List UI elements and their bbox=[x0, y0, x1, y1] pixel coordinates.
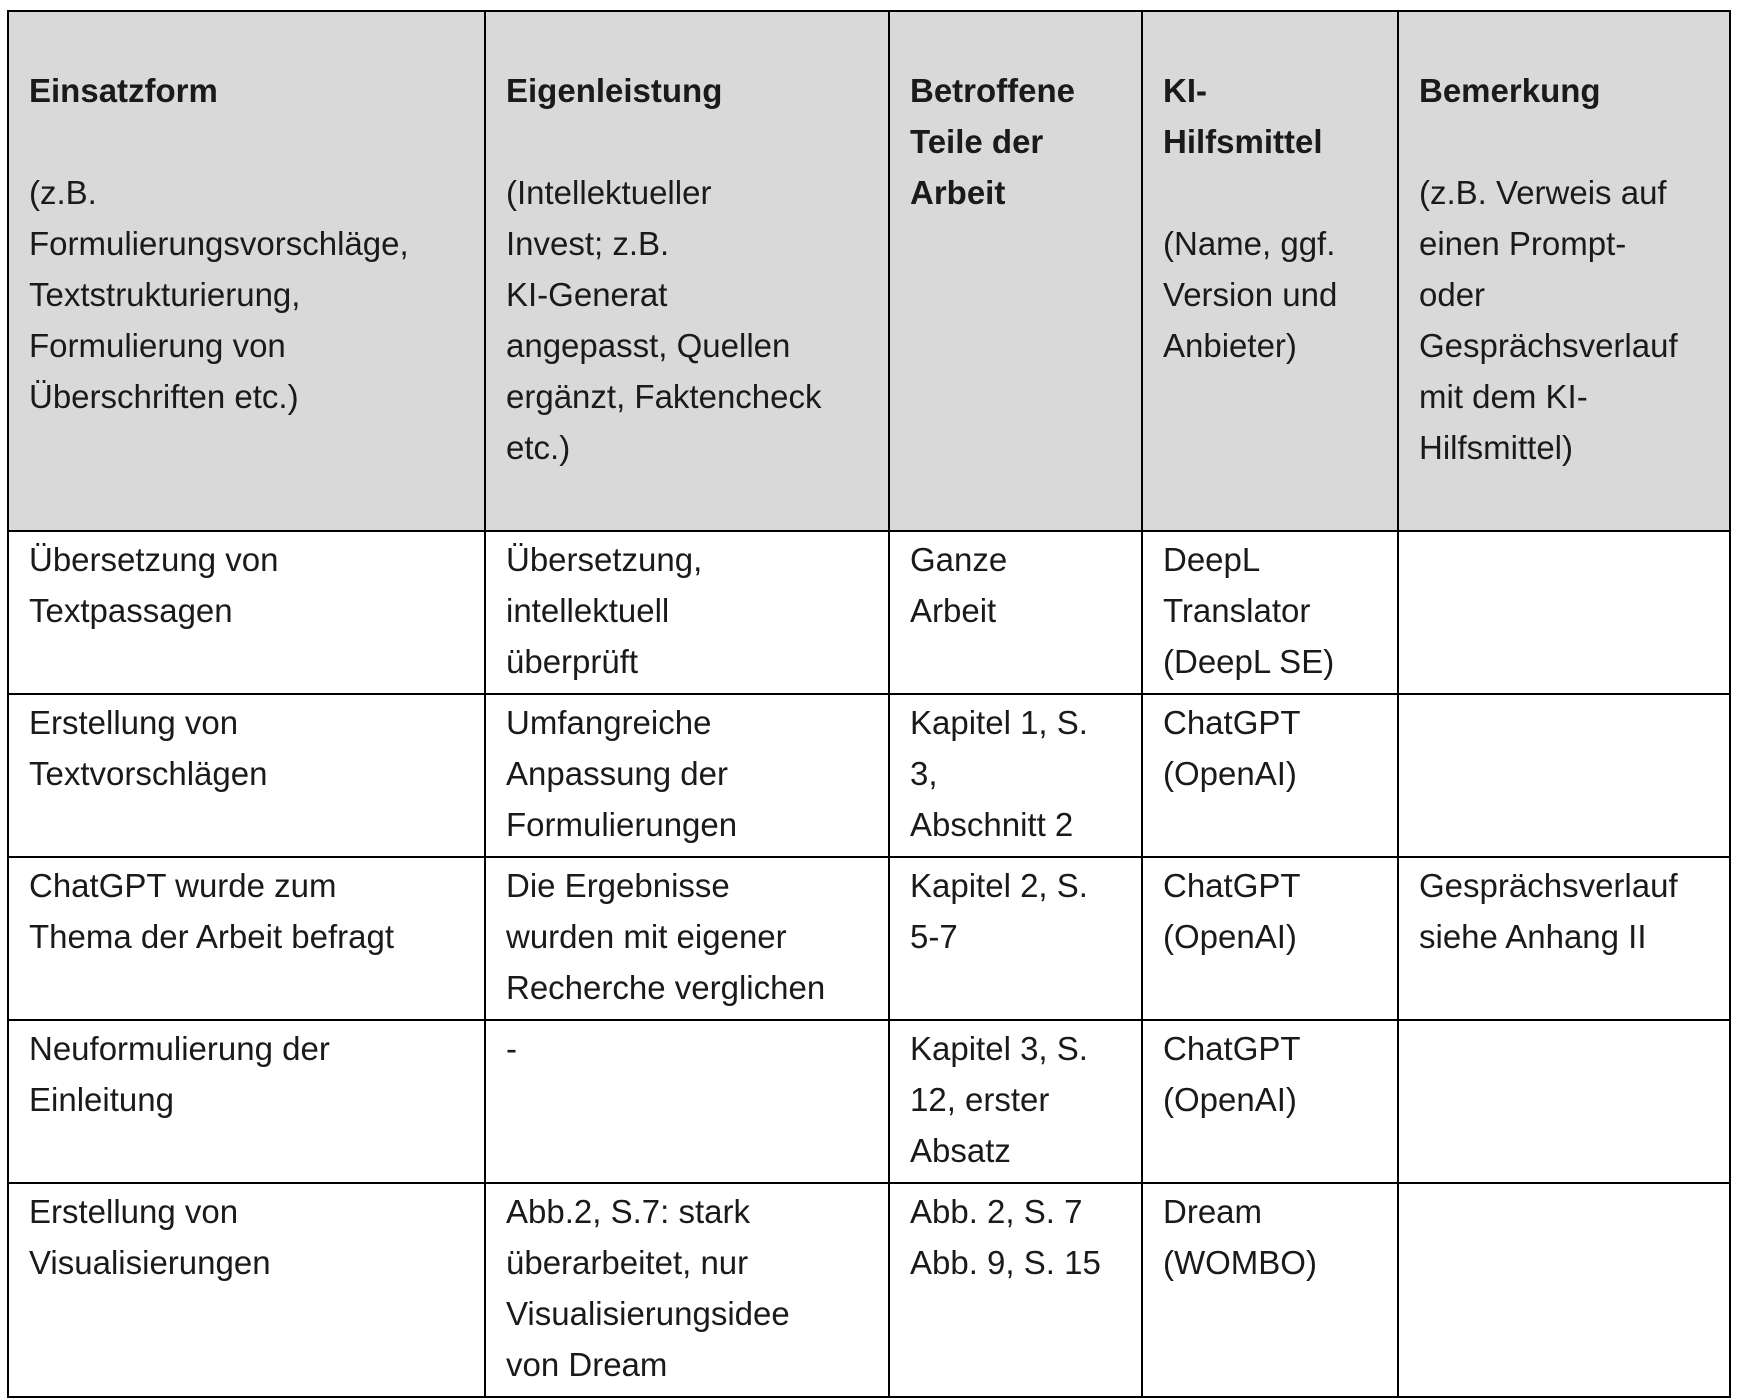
table-row bbox=[8, 1183, 1730, 1397]
cell-einsatzform: Neuformulierung der Einleitung bbox=[8, 1020, 485, 1183]
cell-einsatzform: Übersetzung von Textpassagen bbox=[8, 531, 485, 694]
cell-betroffene-teile: Ganze Arbeit bbox=[889, 531, 1142, 694]
cell-eigenleistung: Die Ergebnisse wurden mit eigener Recherche verglichen bbox=[485, 857, 889, 1020]
cell-betroffene-teile: Abb. 2, S. 7 Abb. 9, S. 15 bbox=[889, 1183, 1142, 1397]
cell-einsatzform: Erstellung von Visualisierungen bbox=[8, 1183, 485, 1397]
cell-bemerkung bbox=[1398, 531, 1730, 694]
cell-bemerkung bbox=[1398, 1020, 1730, 1183]
header-title: Eigenleistung bbox=[506, 72, 723, 109]
header-note: (Name, ggf. Version und Anbieter) bbox=[1163, 225, 1338, 364]
table-row bbox=[8, 531, 1730, 694]
header-title: Einsatzform bbox=[29, 72, 218, 109]
table-row bbox=[8, 1020, 1730, 1183]
cell-ki-hilfsmittel: Dream (WOMBO) bbox=[1142, 1183, 1398, 1397]
header-title: Betroffene Teile der Arbeit bbox=[910, 72, 1076, 211]
cell-bemerkung: Gesprächsverlauf siehe Anhang II bbox=[1398, 857, 1730, 1020]
cell-betroffene-teile: Kapitel 3, S. 12, erster Absatz bbox=[889, 1020, 1142, 1183]
cell-ki-hilfsmittel: ChatGPT (OpenAI) bbox=[1142, 1020, 1398, 1183]
cell-eigenleistung: Umfangreiche Anpassung der Formulierungen bbox=[485, 694, 889, 857]
cell-ki-hilfsmittel: ChatGPT (OpenAI) bbox=[1142, 857, 1398, 1020]
cell-betroffene-teile: Kapitel 2, S. 5-7 bbox=[889, 857, 1142, 1020]
cell-bemerkung bbox=[1398, 694, 1730, 857]
header-note: (z.B. Formulierungsvorschläge, Textstrukturierung, Formulierung von Überschriften etc.) bbox=[29, 174, 409, 415]
header-betroffene-teile bbox=[889, 11, 1142, 531]
cell-eigenleistung: Abb.2, S.7: stark überarbeitet, nur Visualisierungsidee von Dream bbox=[485, 1183, 889, 1397]
cell-einsatzform: ChatGPT wurde zum Thema der Arbeit befragt bbox=[8, 857, 485, 1020]
header-ki-hilfsmittel bbox=[1142, 11, 1398, 531]
header-bemerkung bbox=[1398, 11, 1730, 531]
header-note: (Intellektueller Invest; z.B. KI-Generat angepasst, Quellen ergänzt, Faktencheck etc.) bbox=[506, 174, 822, 466]
header-eigenleistung bbox=[485, 11, 889, 531]
cell-bemerkung bbox=[1398, 1183, 1730, 1397]
header-title: KI- Hilfsmittel bbox=[1163, 72, 1323, 160]
ai-usage-table bbox=[7, 10, 1731, 1398]
header-note: (z.B. Verweis auf einen Prompt- oder Gesprächsverlauf mit dem KI- Hilfsmittel) bbox=[1419, 174, 1678, 466]
cell-ki-hilfsmittel: DeepL Translator (DeepL SE) bbox=[1142, 531, 1398, 694]
cell-einsatzform: Erstellung von Textvorschlägen bbox=[8, 694, 485, 857]
table-header-row bbox=[8, 11, 1730, 531]
table-row bbox=[8, 694, 1730, 857]
cell-eigenleistung: - bbox=[485, 1020, 889, 1183]
table-row bbox=[8, 857, 1730, 1020]
cell-betroffene-teile: Kapitel 1, S. 3, Abschnitt 2 bbox=[889, 694, 1142, 857]
header-title: Bemerkung bbox=[1419, 72, 1601, 109]
header-einsatzform bbox=[8, 11, 485, 531]
cell-eigenleistung: Übersetzung, intellektuell überprüft bbox=[485, 531, 889, 694]
cell-ki-hilfsmittel: ChatGPT (OpenAI) bbox=[1142, 694, 1398, 857]
